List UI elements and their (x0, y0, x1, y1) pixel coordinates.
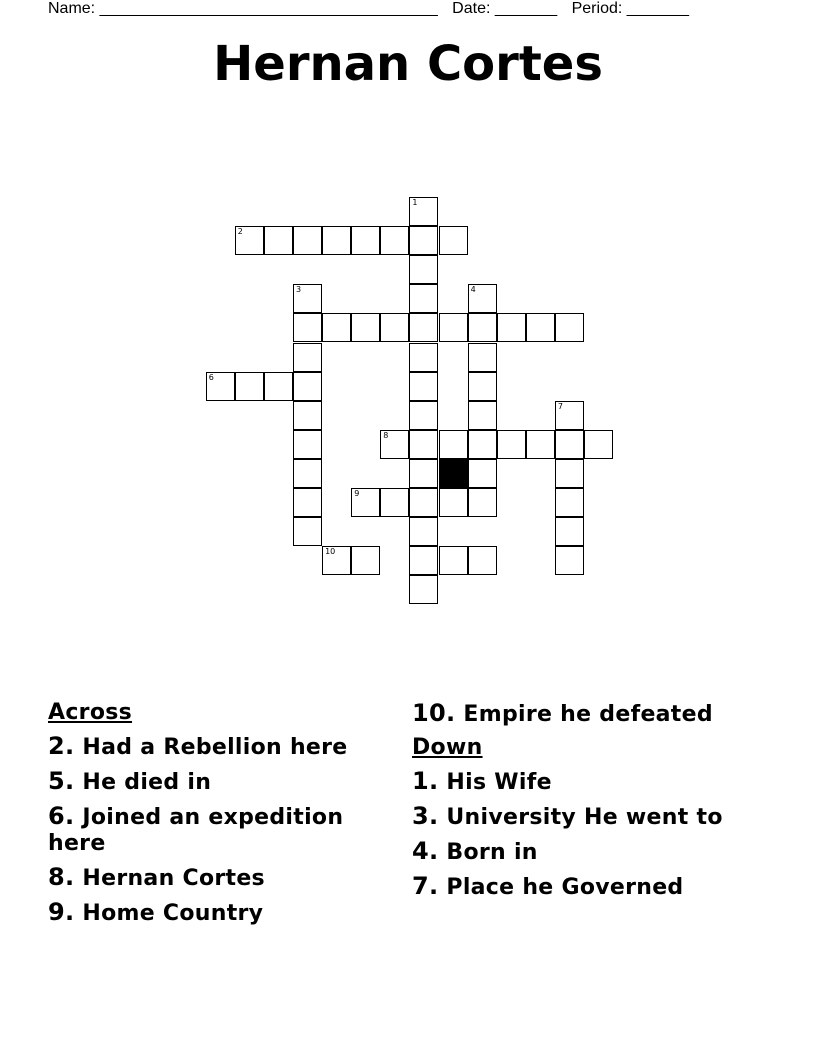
grid-cell[interactable] (351, 226, 380, 255)
grid-cell[interactable] (409, 343, 438, 372)
grid-cell[interactable] (409, 401, 438, 430)
grid-cell[interactable] (468, 459, 497, 488)
down-heading: Down (412, 735, 483, 760)
name-field-label[interactable]: Name: ______________________________________ (48, 0, 438, 17)
grid-cell[interactable] (206, 372, 235, 401)
period-field-label[interactable]: Period: _______ (571, 0, 690, 17)
grid-cell[interactable] (409, 284, 438, 313)
page-title: Hernan Cortes (213, 36, 603, 92)
grid-cell[interactable] (555, 459, 584, 488)
blocked-cell (439, 459, 468, 488)
grid-cell[interactable] (293, 313, 322, 342)
clue-across-2 (48, 733, 388, 761)
grid-cell[interactable] (235, 372, 264, 401)
grid-cell[interactable] (293, 459, 322, 488)
grid-cell[interactable] (264, 372, 293, 401)
cell-number-label: 3 (296, 285, 302, 295)
grid-cell[interactable] (409, 255, 438, 284)
grid-cell[interactable] (409, 575, 438, 604)
clue-number: 9. (48, 898, 75, 926)
clue-number: 3. (412, 802, 439, 830)
clue-number: 10. (412, 699, 456, 727)
grid-cell[interactable] (439, 430, 468, 459)
grid-cell[interactable] (380, 313, 409, 342)
clue-across-6 (48, 803, 388, 857)
grid-cell[interactable] (439, 488, 468, 517)
grid-cell[interactable] (351, 313, 380, 342)
grid-cell[interactable] (409, 313, 438, 342)
clue-across-5 (48, 768, 388, 796)
clue-text: University He went to (446, 805, 723, 830)
grid-cell[interactable] (468, 343, 497, 372)
clue-text: His Wife (446, 770, 552, 795)
clue-text: Empire he defeated (463, 702, 713, 727)
grid-cell[interactable] (409, 488, 438, 517)
clue-across-10 (412, 700, 772, 728)
clue-down-3 (412, 803, 772, 831)
grid-cell[interactable] (439, 226, 468, 255)
clue-down-1 (412, 768, 772, 796)
grid-cell[interactable] (293, 372, 322, 401)
grid-cell[interactable] (468, 313, 497, 342)
clue-number: 7. (412, 872, 439, 900)
date-field-label[interactable]: Date: _______ (452, 0, 558, 17)
clue-number: 5. (48, 767, 75, 795)
clue-text: Hernan Cortes (82, 866, 265, 891)
grid-cell[interactable] (468, 401, 497, 430)
clue-number: 8. (48, 863, 75, 891)
grid-cell[interactable] (439, 313, 468, 342)
grid-cell[interactable] (235, 226, 264, 255)
cell-number-label: 9 (354, 489, 360, 498)
grid-cell[interactable] (555, 313, 584, 342)
grid-cell[interactable] (468, 430, 497, 459)
clue-number: 1. (412, 767, 439, 795)
grid-cell[interactable] (439, 546, 468, 575)
grid-cell[interactable] (322, 546, 351, 575)
grid-cell[interactable] (322, 226, 351, 255)
grid-cell[interactable] (293, 284, 322, 313)
grid-cell[interactable] (264, 226, 293, 255)
clues-right-column (412, 700, 772, 908)
clue-text: Joined an expedition here (48, 805, 344, 856)
grid-cell[interactable] (526, 313, 555, 342)
grid-cell[interactable] (351, 488, 380, 517)
cell-number-label: 8 (383, 430, 389, 440)
grid-cell[interactable] (555, 546, 584, 575)
grid-cell[interactable] (409, 197, 438, 226)
grid-cell[interactable] (293, 488, 322, 517)
grid-cell[interactable] (380, 430, 409, 459)
clue-number: 2. (48, 732, 75, 760)
clue-text: Born in (446, 840, 538, 865)
grid-cell[interactable] (351, 546, 380, 575)
grid-cell[interactable] (409, 459, 438, 488)
cell-number-label: 10 (325, 547, 336, 557)
grid-cell[interactable] (409, 226, 438, 255)
clue-number: 4. (412, 837, 439, 865)
grid-cell[interactable] (409, 430, 438, 459)
grid-cell[interactable] (468, 546, 497, 575)
grid-cell[interactable] (293, 401, 322, 430)
grid-cell[interactable] (555, 430, 584, 459)
grid-cell[interactable] (526, 430, 555, 459)
grid-cell[interactable] (409, 546, 438, 575)
cell-number-label: 1 (412, 198, 418, 207)
clue-text: Place he Governed (446, 875, 684, 900)
grid-cell[interactable] (468, 372, 497, 401)
clue-down-7 (412, 873, 772, 901)
grid-cell[interactable] (293, 517, 322, 546)
grid-cell[interactable] (468, 284, 497, 313)
grid-cell[interactable] (293, 430, 322, 459)
clue-text: Had a Rebellion here (82, 735, 348, 760)
clue-number: 6. (48, 802, 75, 830)
grid-cell[interactable] (555, 488, 584, 517)
grid-cell[interactable] (409, 517, 438, 546)
grid-cell[interactable] (380, 488, 409, 517)
grid-cell[interactable] (322, 313, 351, 342)
clue-across-8 (48, 864, 388, 892)
clue-text: He died in (82, 770, 212, 795)
grid-cell[interactable] (380, 226, 409, 255)
grid-cell[interactable] (497, 430, 526, 459)
grid-cell[interactable] (555, 401, 584, 430)
clue-across-9 (48, 899, 388, 927)
clue-down-4 (412, 838, 772, 866)
across-heading: Across (48, 700, 133, 725)
cell-number-label: 6 (208, 372, 214, 382)
clues-left-column (48, 700, 388, 934)
cell-number-label: 2 (237, 227, 243, 237)
grid-cell[interactable] (293, 343, 322, 372)
grid-cell[interactable] (468, 488, 497, 517)
grid-cell[interactable] (293, 226, 322, 255)
grid-cell[interactable] (497, 313, 526, 342)
grid-cell[interactable] (584, 430, 613, 459)
grid-cell[interactable] (409, 372, 438, 401)
grid-cell[interactable] (555, 517, 584, 546)
cell-number-label: 7 (557, 401, 563, 411)
clue-text: Home Country (82, 901, 264, 926)
cell-number-label: 4 (470, 285, 476, 295)
